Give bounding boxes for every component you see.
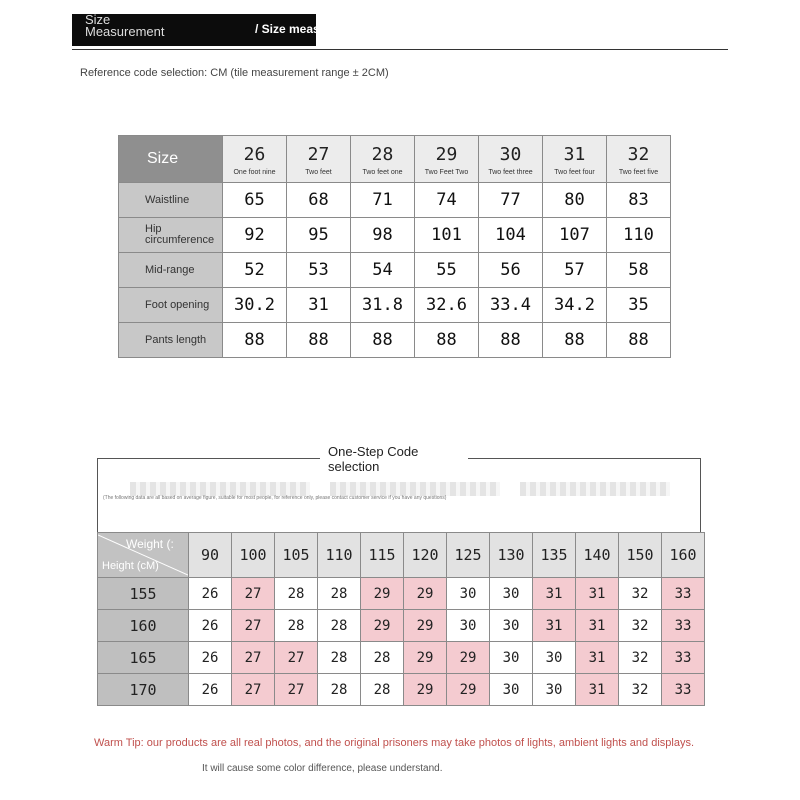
recommended-size-cell: 27 bbox=[232, 578, 275, 610]
size-number: 28 bbox=[371, 144, 394, 165]
recommended-size-cell: 28 bbox=[318, 674, 361, 706]
size-table-row bbox=[119, 183, 671, 218]
measurement-value: 71 bbox=[351, 183, 415, 218]
recommended-size-cell: 28 bbox=[275, 610, 318, 642]
recommended-size-cell: 29 bbox=[447, 642, 490, 674]
weight-col-header: 100 bbox=[232, 533, 275, 578]
size-corner-label: Size bbox=[119, 136, 223, 183]
recommended-size-cell: 27 bbox=[275, 642, 318, 674]
weight-height-table bbox=[97, 532, 705, 706]
recommended-size-cell: 28 bbox=[361, 674, 404, 706]
recommended-size-cell: 26 bbox=[189, 578, 232, 610]
recommended-size-cell: 31 bbox=[576, 642, 619, 674]
measurement-value: 30.2 bbox=[223, 288, 287, 323]
size-subtitle: Two feet five bbox=[618, 169, 659, 176]
measurement-value: 74 bbox=[415, 183, 479, 218]
size-col-header bbox=[351, 136, 415, 183]
weight-height-body bbox=[98, 578, 705, 706]
recommended-size-cell: 26 bbox=[189, 674, 232, 706]
measurement-value: 33.4 bbox=[479, 288, 543, 323]
measurement-value: 95 bbox=[287, 218, 351, 253]
recommended-size-cell: 33 bbox=[662, 610, 705, 642]
warm-tip: Warm Tip: our products are all real photos, and the original prisoners may take photos of lights, ambient lights and displays. bbox=[94, 737, 695, 749]
height-row bbox=[98, 674, 705, 706]
recommended-size-cell: 30 bbox=[533, 674, 576, 706]
weight-col-header: 160 bbox=[662, 533, 705, 578]
size-number: 26 bbox=[243, 144, 266, 165]
size-subtitle: Two feet three bbox=[488, 169, 533, 176]
recommended-size-cell: 32 bbox=[619, 610, 662, 642]
weight-col-header: 105 bbox=[275, 533, 318, 578]
measurement-value: 88 bbox=[351, 323, 415, 358]
measurement-value: 88 bbox=[415, 323, 479, 358]
measurement-label: Pants length bbox=[119, 323, 223, 358]
measurement-label: Waistline bbox=[119, 183, 223, 218]
recommended-size-cell: 29 bbox=[447, 674, 490, 706]
recommended-size-cell: 30 bbox=[490, 610, 533, 642]
measurement-value: 80 bbox=[543, 183, 607, 218]
size-table-row bbox=[119, 323, 671, 358]
measurement-value: 56 bbox=[479, 253, 543, 288]
recommended-size-cell: 31 bbox=[576, 674, 619, 706]
measurement-value: 77 bbox=[479, 183, 543, 218]
measurement-value: 31 bbox=[287, 288, 351, 323]
blurred-text-strip bbox=[520, 482, 670, 496]
measurement-value: 34.2 bbox=[543, 288, 607, 323]
recommended-size-cell: 30 bbox=[490, 642, 533, 674]
size-col-header bbox=[607, 136, 671, 183]
recommended-size-cell: 29 bbox=[404, 578, 447, 610]
recommended-size-cell: 26 bbox=[189, 610, 232, 642]
size-header-row bbox=[119, 136, 671, 183]
measurement-value: 88 bbox=[479, 323, 543, 358]
height-row-header: 165 bbox=[98, 642, 189, 674]
size-col-header bbox=[479, 136, 543, 183]
recommended-size-cell: 28 bbox=[318, 642, 361, 674]
recommended-size-cell: 30 bbox=[447, 610, 490, 642]
recommended-size-cell: 31 bbox=[576, 610, 619, 642]
measurement-value: 32.6 bbox=[415, 288, 479, 323]
blurred-text-strip bbox=[130, 482, 310, 496]
recommended-size-cell: 33 bbox=[662, 674, 705, 706]
size-col-header bbox=[543, 136, 607, 183]
weight-col-header: 120 bbox=[404, 533, 447, 578]
weight-col-header: 130 bbox=[490, 533, 533, 578]
color-difference-note: It will cause some color difference, please understand. bbox=[202, 763, 443, 774]
weight-col-header: 125 bbox=[447, 533, 490, 578]
weight-col-header: 115 bbox=[361, 533, 404, 578]
size-number: 29 bbox=[435, 144, 458, 165]
recommended-size-cell: 32 bbox=[619, 578, 662, 610]
recommended-size-cell: 27 bbox=[232, 642, 275, 674]
measurement-value: 88 bbox=[223, 323, 287, 358]
recommended-size-cell: 30 bbox=[490, 578, 533, 610]
recommended-size-cell: 27 bbox=[275, 674, 318, 706]
recommended-size-cell: 31 bbox=[533, 578, 576, 610]
size-number: 30 bbox=[499, 144, 522, 165]
weight-col-header: 110 bbox=[318, 533, 361, 578]
height-row bbox=[98, 610, 705, 642]
header-divider bbox=[72, 49, 728, 50]
recommended-size-cell: 29 bbox=[361, 578, 404, 610]
measurement-value: 58 bbox=[607, 253, 671, 288]
measurement-value: 88 bbox=[543, 323, 607, 358]
size-col-header bbox=[287, 136, 351, 183]
one-step-title: One-Step Code selection bbox=[320, 444, 468, 474]
recommended-size-cell: 29 bbox=[404, 642, 447, 674]
measurement-value: 53 bbox=[287, 253, 351, 288]
recommended-size-cell: 29 bbox=[404, 674, 447, 706]
measurement-value: 57 bbox=[543, 253, 607, 288]
height-row-header: 160 bbox=[98, 610, 189, 642]
measurement-value: 88 bbox=[607, 323, 671, 358]
diagonal-header-cell bbox=[98, 533, 189, 578]
size-subtitle: One foot nine bbox=[233, 169, 276, 176]
measurement-value: 31.8 bbox=[351, 288, 415, 323]
banner-left-title: Size Measurement bbox=[85, 12, 165, 39]
recommended-size-cell: 32 bbox=[619, 642, 662, 674]
height-row-header: 170 bbox=[98, 674, 189, 706]
measurement-value: 107 bbox=[543, 218, 607, 253]
recommended-size-cell: 26 bbox=[189, 642, 232, 674]
recommended-size-cell: 27 bbox=[232, 674, 275, 706]
size-subtitle: Two Feet Two bbox=[424, 169, 469, 176]
size-subtitle: Two feet bbox=[305, 169, 332, 176]
measurement-label: Hip circumference bbox=[119, 218, 223, 253]
size-table bbox=[118, 135, 671, 358]
recommended-size-cell: 29 bbox=[404, 610, 447, 642]
measurement-value: 54 bbox=[351, 253, 415, 288]
measurement-value: 68 bbox=[287, 183, 351, 218]
header-banner bbox=[72, 12, 368, 46]
one-step-note: (The following data are all based on average figure, suitable for most people, for reference only, please contact customer service if you have any questions) bbox=[103, 495, 447, 501]
height-row bbox=[98, 578, 705, 610]
weight-col-header: 135 bbox=[533, 533, 576, 578]
size-number: 31 bbox=[563, 144, 586, 165]
measurement-value: 83 bbox=[607, 183, 671, 218]
recommended-size-cell: 28 bbox=[318, 610, 361, 642]
weight-col-header: 140 bbox=[576, 533, 619, 578]
recommended-size-cell: 31 bbox=[533, 610, 576, 642]
weight-axis-label: Weight (: bbox=[126, 537, 174, 551]
height-row bbox=[98, 642, 705, 674]
blurred-text-strip bbox=[330, 482, 500, 496]
reference-note: Reference code selection: CM (tile measurement range ± 2CM) bbox=[80, 67, 389, 79]
measurement-value: 98 bbox=[351, 218, 415, 253]
height-axis-label: Height (cM) bbox=[102, 560, 159, 572]
size-number: 27 bbox=[307, 144, 330, 165]
weight-col-header: 150 bbox=[619, 533, 662, 578]
measurement-value: 35 bbox=[607, 288, 671, 323]
recommended-size-cell: 29 bbox=[361, 610, 404, 642]
recommended-size-cell: 33 bbox=[662, 578, 705, 610]
measurement-value: 101 bbox=[415, 218, 479, 253]
size-number: 32 bbox=[627, 144, 650, 165]
recommended-size-cell: 30 bbox=[447, 578, 490, 610]
recommended-size-cell: 30 bbox=[490, 674, 533, 706]
measurement-value: 52 bbox=[223, 253, 287, 288]
measurement-value: 55 bbox=[415, 253, 479, 288]
measurement-value: 65 bbox=[223, 183, 287, 218]
recommended-size-cell: 28 bbox=[361, 642, 404, 674]
recommended-size-cell: 31 bbox=[576, 578, 619, 610]
recommended-size-cell: 28 bbox=[318, 578, 361, 610]
weight-header-row bbox=[98, 533, 705, 578]
size-subtitle: Two feet one bbox=[362, 169, 403, 176]
measurement-label: Mid-range bbox=[119, 253, 223, 288]
measurement-value: 104 bbox=[479, 218, 543, 253]
measurement-value: 88 bbox=[287, 323, 351, 358]
size-table-row bbox=[119, 253, 671, 288]
recommended-size-cell: 28 bbox=[275, 578, 318, 610]
recommended-size-cell: 33 bbox=[662, 642, 705, 674]
measurement-value: 92 bbox=[223, 218, 287, 253]
size-table-row bbox=[119, 218, 671, 253]
size-col-header bbox=[415, 136, 479, 183]
size-col-header bbox=[223, 136, 287, 183]
size-subtitle: Two feet four bbox=[554, 169, 595, 176]
height-row-header: 155 bbox=[98, 578, 189, 610]
recommended-size-cell: 27 bbox=[232, 610, 275, 642]
recommended-size-cell: 32 bbox=[619, 674, 662, 706]
size-table-row bbox=[119, 288, 671, 323]
recommended-size-cell: 30 bbox=[533, 642, 576, 674]
size-table-body bbox=[119, 183, 671, 358]
measurement-value: 110 bbox=[607, 218, 671, 253]
measurement-label: Foot opening bbox=[119, 288, 223, 323]
banner-right-title: / Size measurement bbox=[255, 22, 368, 36]
weight-col-header: 90 bbox=[189, 533, 232, 578]
